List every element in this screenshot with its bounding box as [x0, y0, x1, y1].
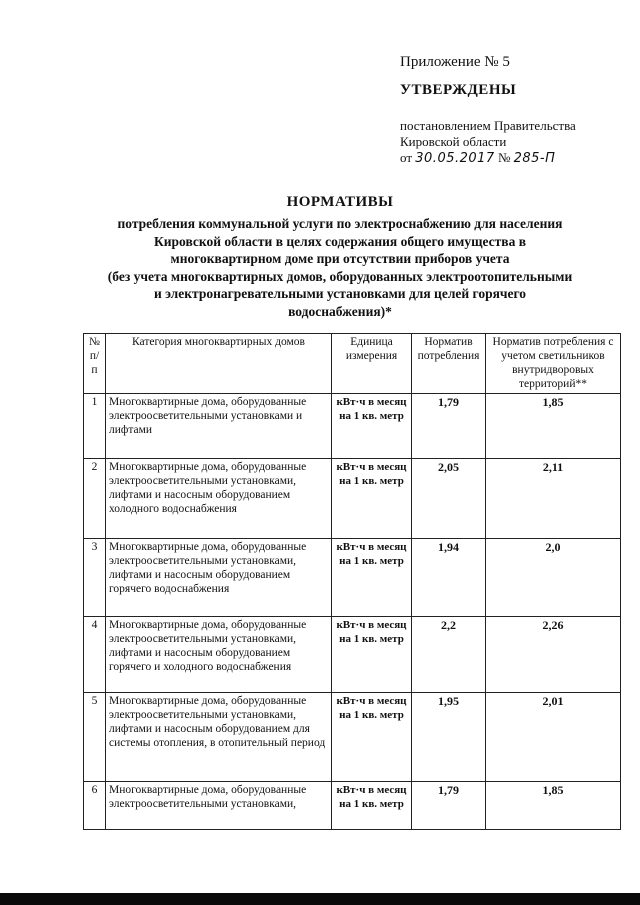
row-unit: кВт·ч в месяц на 1 кв. метр: [332, 394, 412, 459]
header-norm: Норматив потребления: [412, 334, 486, 394]
row-unit: кВт·ч в месяц на 1 кв. метр: [332, 782, 412, 830]
title-line-1: потребления коммунальной услуги по электроснабжению для населения: [117, 216, 563, 231]
row-category: Многоквартирные дома, оборудованные электроосветительными установками и лифтами: [106, 394, 332, 459]
table-row: [84, 693, 621, 782]
title-line-2: Кировской области в целях содержания общего имущества в: [153, 233, 526, 249]
approved-stamp: УТВЕРЖДЕНЫ: [400, 82, 517, 98]
decree-date: 30.05.2017: [415, 151, 495, 166]
table-row: [84, 459, 621, 539]
table-row: [84, 394, 621, 459]
row-num: 6: [84, 782, 106, 830]
row-category: Многоквартирные дома, оборудованные электроосветительными установками, лифтами и насосным оборудованием для системы отопления, в отопительный период: [106, 693, 332, 782]
row-num: 1: [84, 394, 106, 459]
title-line-4: (без учета многоквартирных домов, оборудованных электроотопительными: [107, 268, 573, 284]
appendix-number: Приложение № 5: [400, 54, 510, 70]
norms-table: [83, 333, 621, 830]
row-norm-with-lighting: 2,11: [486, 459, 621, 539]
scan-edge-bar: [0, 893, 640, 905]
row-norm-with-lighting: 2,01: [486, 693, 621, 782]
header-norm-with-lighting: Норматив потребления с учетом светильников внутридворовых территорий**: [486, 334, 621, 394]
row-category: Многоквартирные дома, оборудованные электроосветительными установками, лифтами и насосным оборудованием холодного водоснабжения: [106, 459, 332, 539]
row-num: 4: [84, 617, 106, 693]
row-unit: кВт·ч в месяц на 1 кв. метр: [332, 459, 412, 539]
row-category: Многоквартирные дома, оборудованные электроосветительными установками, лифтами и насосным оборудованием горячего водоснабжения: [106, 539, 332, 617]
title-line-5: и электронагревательными установками для целей горячего: [153, 286, 527, 301]
row-norm: 1,95: [412, 693, 486, 782]
row-norm: 2,05: [412, 459, 486, 539]
row-num: 2: [84, 459, 106, 539]
row-norm-with-lighting: 1,85: [486, 394, 621, 459]
row-num: 3: [84, 539, 106, 617]
row-unit: кВт·ч в месяц на 1 кв. метр: [332, 693, 412, 782]
row-num: 5: [84, 693, 106, 782]
row-unit: кВт·ч в месяц на 1 кв. метр: [332, 539, 412, 617]
decree-number-label: №: [497, 150, 511, 165]
document-title: [60, 194, 620, 320]
row-norm: 1,79: [412, 782, 486, 830]
table-row: [84, 539, 621, 617]
row-norm-with-lighting: 1,85: [486, 782, 621, 830]
decree-prefix: от: [400, 150, 413, 165]
row-category: Многоквартирные дома, оборудованные электроосветительными установками, лифтами и насосным оборудованием горячего и холодного водоснабжения: [106, 617, 332, 693]
row-unit: кВт·ч в месяц на 1 кв. метр: [332, 617, 412, 693]
table-header-row: [84, 334, 621, 394]
row-norm: 1,94: [412, 539, 486, 617]
header-category: Категория многоквартирных домов: [106, 334, 332, 394]
title-line-3: многоквартирном доме при отсутствии приборов учета: [170, 251, 510, 266]
row-norm: 1,79: [412, 394, 486, 459]
header-num: № п/п: [84, 334, 106, 394]
decree-line-2: Кировской области: [400, 134, 507, 149]
row-category: Многоквартирные дома, оборудованные электроосветительными установками,: [106, 782, 332, 830]
decree-number: 285-П: [513, 151, 556, 166]
row-norm-with-lighting: 2,0: [486, 539, 621, 617]
decree-reference: [400, 118, 630, 167]
row-norm: 2,2: [412, 617, 486, 693]
row-norm-with-lighting: 2,26: [486, 617, 621, 693]
table-row: [84, 782, 621, 830]
title-line-6: водоснабжения)*: [288, 303, 392, 319]
decree-line-3: [400, 150, 630, 167]
title-main: НОРМАТИВЫ: [286, 194, 394, 210]
decree-line-1: постановлением Правительства: [400, 118, 576, 133]
header-unit: Единица измерения: [332, 334, 412, 394]
table-row: [84, 617, 621, 693]
